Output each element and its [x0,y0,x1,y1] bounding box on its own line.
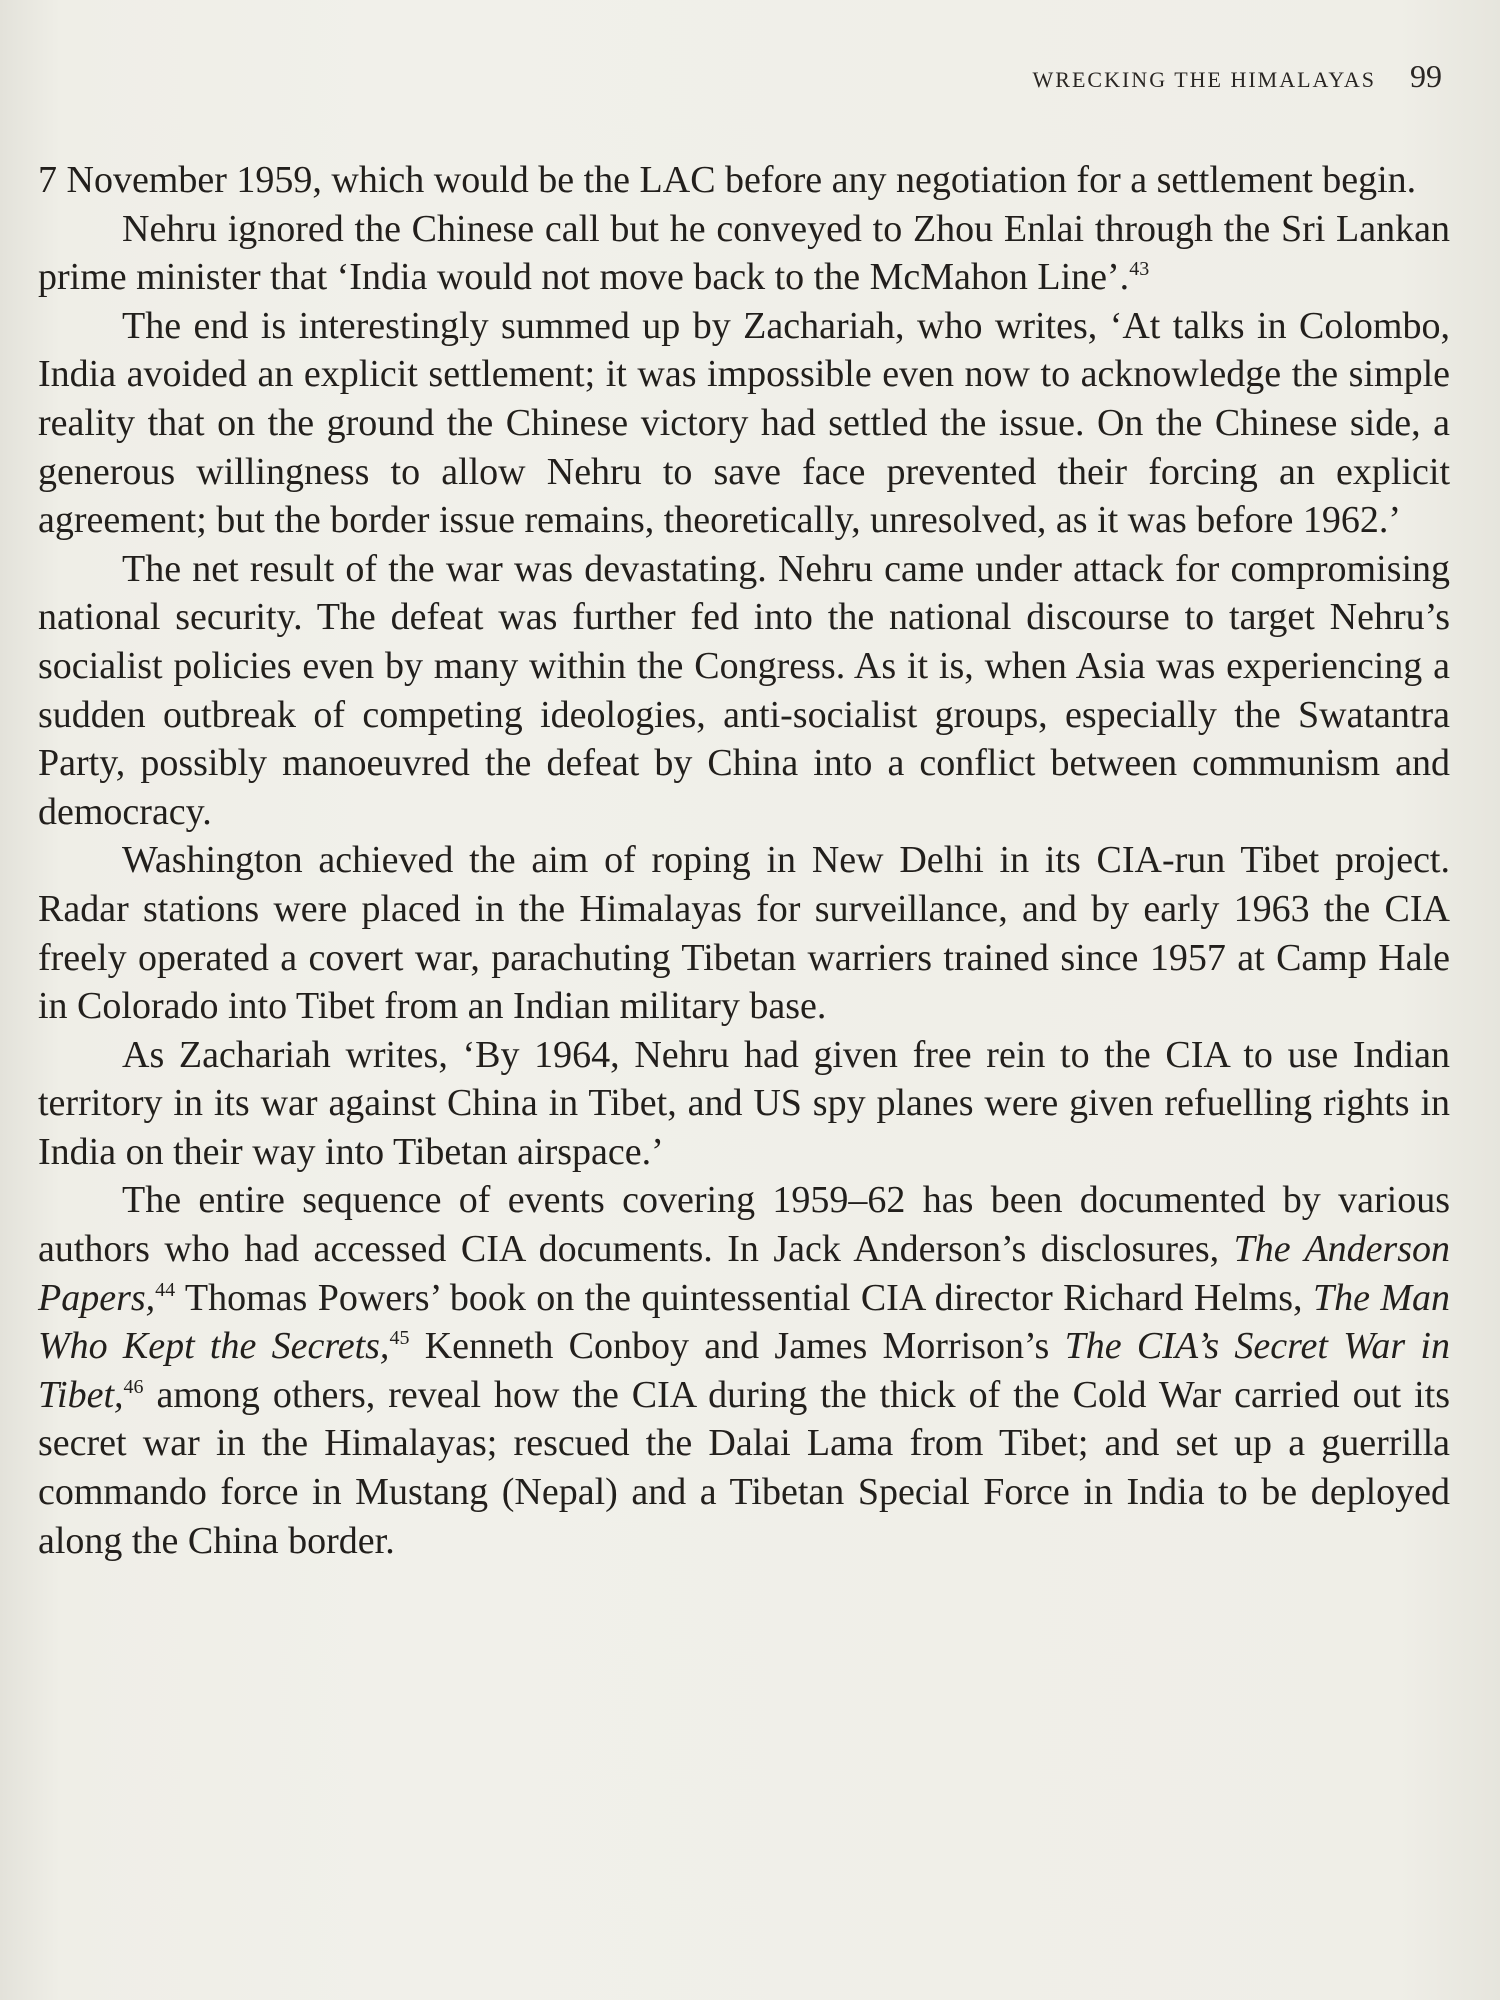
body-text [38,156,1450,1565]
paragraph-washington: Washington achieved the aim of roping in New Delhi in its CIA-run Tibet project. Radar stations were placed in the Himalayas for surveillance, and by early 1963 the CIA freely operated a covert war, parachuting Tibetan warriers trained since 1957 at Camp Hale in Colorado into Tibet from an Indian military base. [38,839,1450,1028]
footnote-ref-46: 46 [123,1375,144,1398]
paragraph-text: among others, reveal how the CIA during the thick of the Cold War carried out its secret war in the Himalayas; rescued the Dalai Lama from Tibet; and set up a guerrilla commando force in Mustang (Nepal) and a Tibetan Special Force in India to be deployed along the China border. [38,1373,1450,1562]
paragraph-zachariah-1964: As Zachariah writes, ‘By 1964, Nehru had given free rein to the CIA to use Indian territory in its war against China in Tibet, and US spy planes were given refuelling rights in India on their way into Tibetan airspace.’ [38,1033,1450,1173]
book-title-anderson-papers: The Anderson Papers, [38,1228,1451,1319]
footnote-ref-44: 44 [155,1278,176,1301]
book-title-man-who-kept-secrets: The Man Who Kept the Secrets, [38,1276,1450,1368]
paragraph-zachariah-summary: The end is interestingly summed up by Zachariah, who writes, ‘At talks in Colombo, India avoided an explicit settlement; it was impossible even now to acknowledge the simple reality that on the ground the Chinese victory had settled the issue. On the Chinese side, a generous willingness to allow Nehru to save face prevented their forcing an explicit agreement; but the border issue remains, theoretically, unresolved, as it was before 1962.’ [38,304,1450,542]
footnote-ref-43: 43 [1129,258,1150,281]
paragraph-text: The entire sequence of events covering 1959–62 has been documented by various authors who had accessed CIA documents. In Jack Anderson’s disclosures, [38,1179,1450,1271]
paragraph-nehru-ignored [38,205,1450,302]
paragraph-net-result: The net result of the war was devastating. Nehru came under attack for compromising national security. The defeat was further fed into the national discourse to target Nehru’s socialist policies even by many within the Congress. As it is, when Asia was experiencing a sudden outbreak of competing ideologies, anti-socialist groups, especially the Swatantra Party, possibly manoeuvred the defeat by China into a conflict between communism and democracy. [38,547,1450,833]
paragraph-text: Nehru ignored the Chinese call but he conveyed to Zhou Enlai through the Sri Lankan prime minister that ‘India would not move back to the McMahon Line’. [38,207,1450,299]
page-number: 99 [1410,58,1442,94]
paragraph-text: Thomas Powers’ book on the quintessential CIA director Richard Helms, [175,1276,1313,1319]
paragraph-continued: 7 November 1959, which would be the LAC before any negotiation for a settlement begin. [38,159,1417,201]
book-title-cia-secret-war: The CIA’s Secret War in Tibet, [38,1325,1450,1416]
running-head [1033,58,1442,95]
footnote-ref-45: 45 [389,1327,410,1350]
paragraph-entire-sequence [38,1176,1450,1565]
running-title: WRECKING THE HIMALAYAS [1032,67,1376,92]
paragraph-text: Kenneth Conboy and James Morrison’s [409,1325,1065,1368]
